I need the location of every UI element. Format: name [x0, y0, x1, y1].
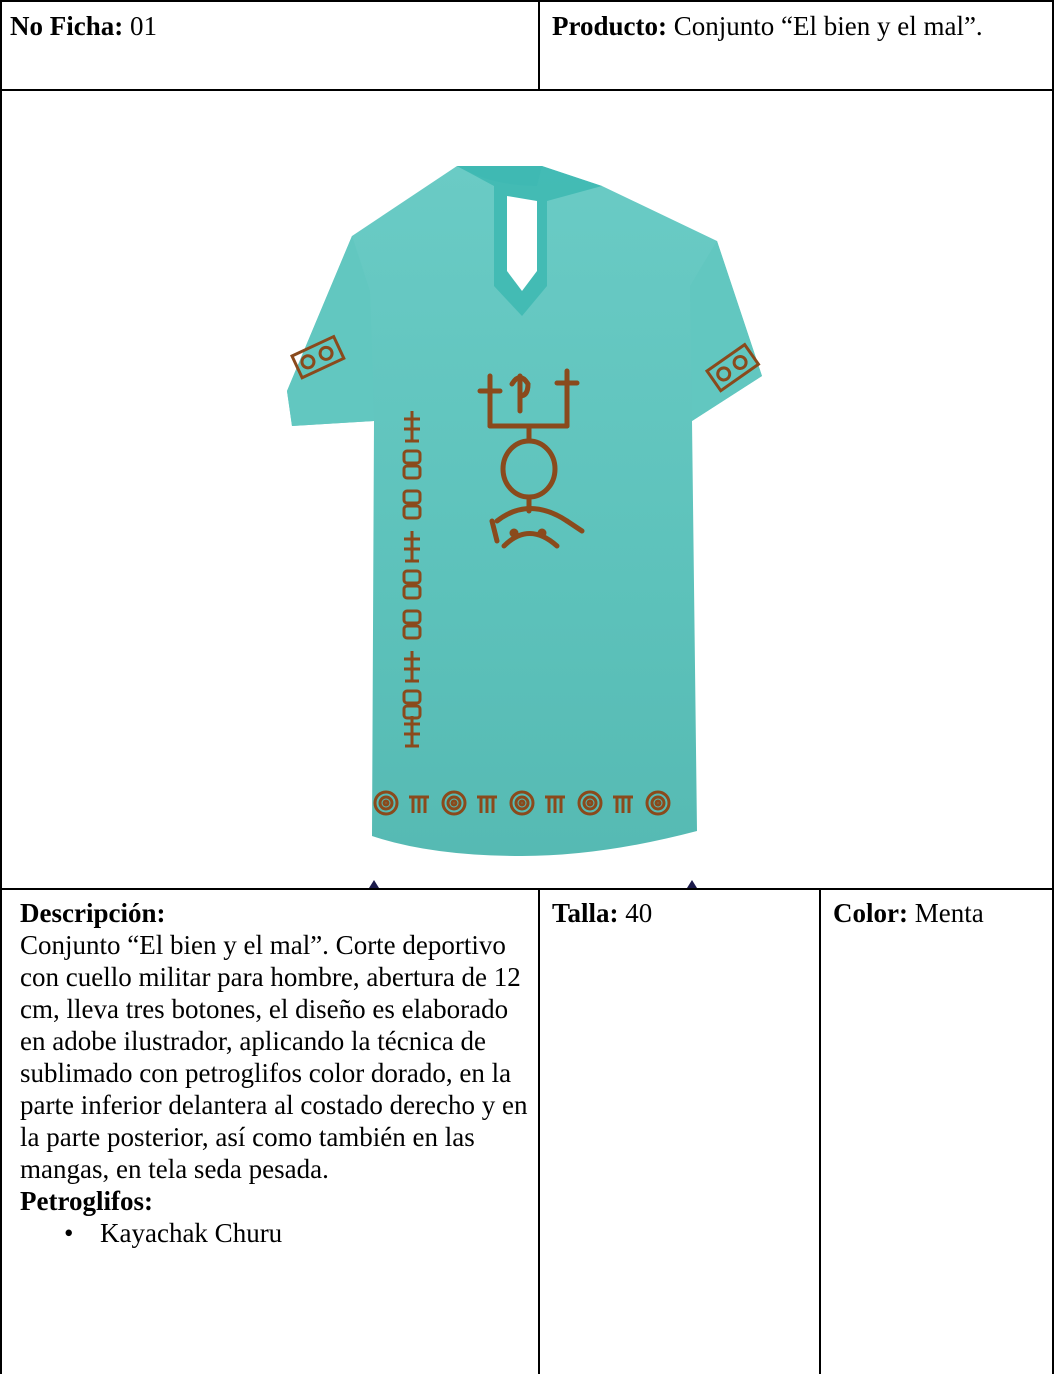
bullet-icon: •: [64, 1218, 74, 1248]
talla-value: 40: [618, 898, 653, 928]
petroglifos-list: [20, 1217, 530, 1249]
sleeve-left: [287, 236, 374, 426]
marker-left: [369, 880, 379, 888]
color-label: Color:: [833, 898, 908, 928]
ficha-value: 01: [123, 11, 157, 41]
placket-opening: [507, 196, 537, 291]
shirt-illustration: [2, 91, 1052, 888]
petroglifo-name: Kayachak Churu: [100, 1218, 283, 1248]
descripcion-cell: [20, 897, 530, 1249]
table-border-top: [0, 0, 1054, 2]
product-image: [2, 91, 1052, 888]
marker-right: [687, 880, 697, 888]
color-value: Menta: [907, 898, 984, 928]
producto-cell: [552, 10, 1042, 42]
table-border-col2: [819, 888, 821, 1374]
talla-cell: [552, 897, 812, 929]
talla-label: Talla:: [552, 898, 619, 928]
table-border-col1b: [538, 888, 540, 1374]
table-border-col1: [538, 0, 540, 89]
ficha-label: No Ficha:: [10, 11, 124, 41]
descripcion-label: Descripción:: [20, 898, 166, 928]
table-border-row2: [0, 888, 1054, 890]
producto-label: Producto:: [552, 11, 667, 41]
color-cell: [833, 897, 1048, 929]
descripcion-text: Conjunto “El bien y el mal”. Corte deportivo con cuello militar para hombre, abertura de 12 cm, lleva tres botones, el diseño es elaborado en adobe ilustrador, aplicando la técnica de sublimado con petroglifos color dorado, en la parte inferior delantera al costado derecho y en la parte posterior, así como también en las mangas, en tela seda pesada.: [20, 930, 528, 1184]
ficha-cell: [10, 10, 530, 42]
producto-value: Conjunto “El bien y el mal”.: [667, 11, 983, 41]
list-item: [20, 1217, 530, 1249]
petroglifos-label: Petroglifos:: [20, 1186, 153, 1216]
